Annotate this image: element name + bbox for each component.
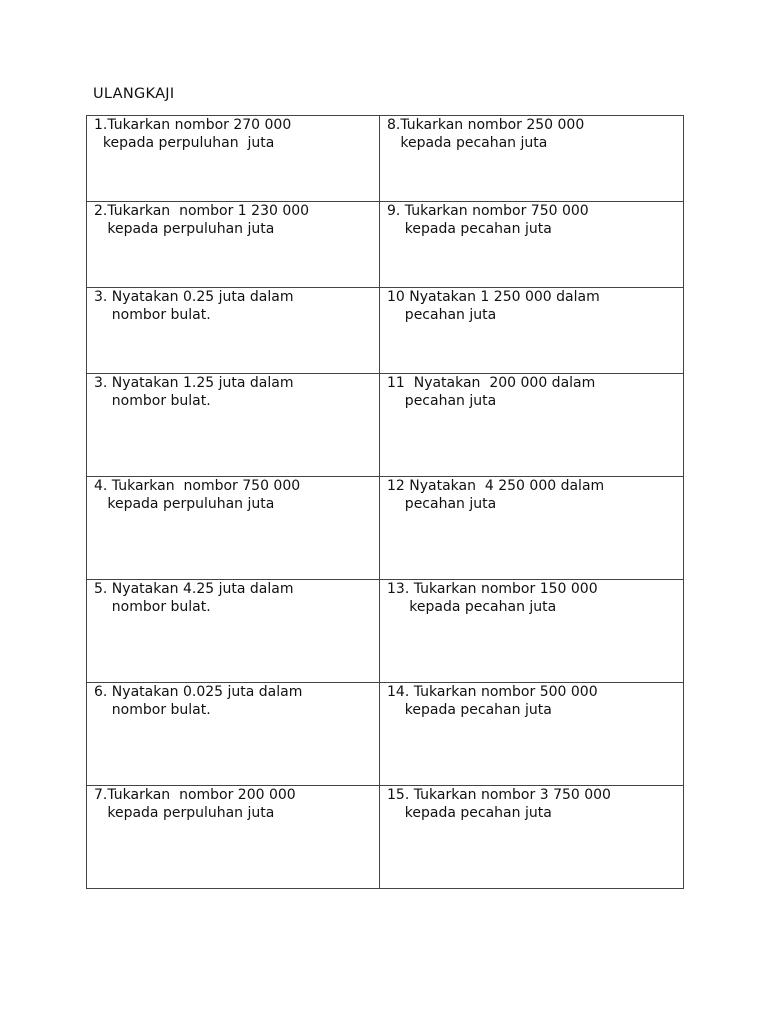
question-text: kepada perpuluhan juta [94,804,275,821]
question-text: kepada perpuluhan juta [94,220,275,237]
question-text: nombor bulat. [94,701,211,718]
question-text: kepada perpuluhan juta [94,134,275,151]
question-cell [380,683,684,786]
table-row [87,580,684,683]
question-text: pecahan juta [387,306,497,323]
question-cell [380,202,684,288]
question-cell [380,116,684,202]
table-row [87,683,684,786]
question-text: 2.Tukarkan nombor 1 230 000 [94,203,310,219]
question-text: kepada pecahan juta [387,220,552,237]
question-text: 12 Nyatakan 4 250 000 dalam [387,478,605,494]
worksheet-title: ULANGKAJI [93,86,175,102]
question-cell [87,683,380,786]
question-table [86,115,684,889]
question-text: kepada pecahan juta [387,804,552,821]
question-text: nombor bulat. [94,598,211,615]
question-text: kepada perpuluhan juta [94,495,275,512]
question-cell [380,288,684,374]
table-row [87,374,684,477]
question-cell [87,116,380,202]
question-cell [380,374,684,477]
question-text: pecahan juta [387,495,497,512]
question-text: 4. Tukarkan nombor 750 000 [94,478,301,494]
table-row [87,477,684,580]
question-text: 10 Nyatakan 1 250 000 dalam [387,289,600,305]
question-text: 15. Tukarkan nombor 3 750 000 [387,787,611,803]
table-row [87,202,684,288]
question-text: 13. Tukarkan nombor 150 000 [387,581,598,597]
question-text: kepada pecahan juta [387,701,552,718]
question-cell [87,477,380,580]
question-cell [380,786,684,889]
question-text: nombor bulat. [94,306,211,323]
question-text: 9. Tukarkan nombor 750 000 [387,203,589,219]
table-row [87,288,684,374]
question-cell [380,580,684,683]
question-text: nombor bulat. [94,392,211,409]
question-text: 3. Nyatakan 0.25 juta dalam [94,289,294,305]
question-cell [380,477,684,580]
question-text: 3. Nyatakan 1.25 juta dalam [94,375,294,391]
question-cell [87,202,380,288]
question-cell [87,288,380,374]
question-cell [87,786,380,889]
question-text: kepada pecahan juta [387,598,557,615]
question-cell [87,374,380,477]
question-text: pecahan juta [387,392,497,409]
table-row [87,786,684,889]
table-row [87,116,684,202]
question-text: 11 Nyatakan 200 000 dalam [387,375,596,391]
question-text: 14. Tukarkan nombor 500 000 [387,684,598,700]
question-cell [87,580,380,683]
question-text: kepada pecahan juta [387,134,548,151]
question-text: 6. Nyatakan 0.025 juta dalam [94,684,303,700]
question-text: 7.Tukarkan nombor 200 000 [94,787,296,803]
question-text: 5. Nyatakan 4.25 juta dalam [94,581,294,597]
question-text: 8.Tukarkan nombor 250 000 [387,117,585,133]
question-text: 1.Tukarkan nombor 270 000 [94,117,292,133]
